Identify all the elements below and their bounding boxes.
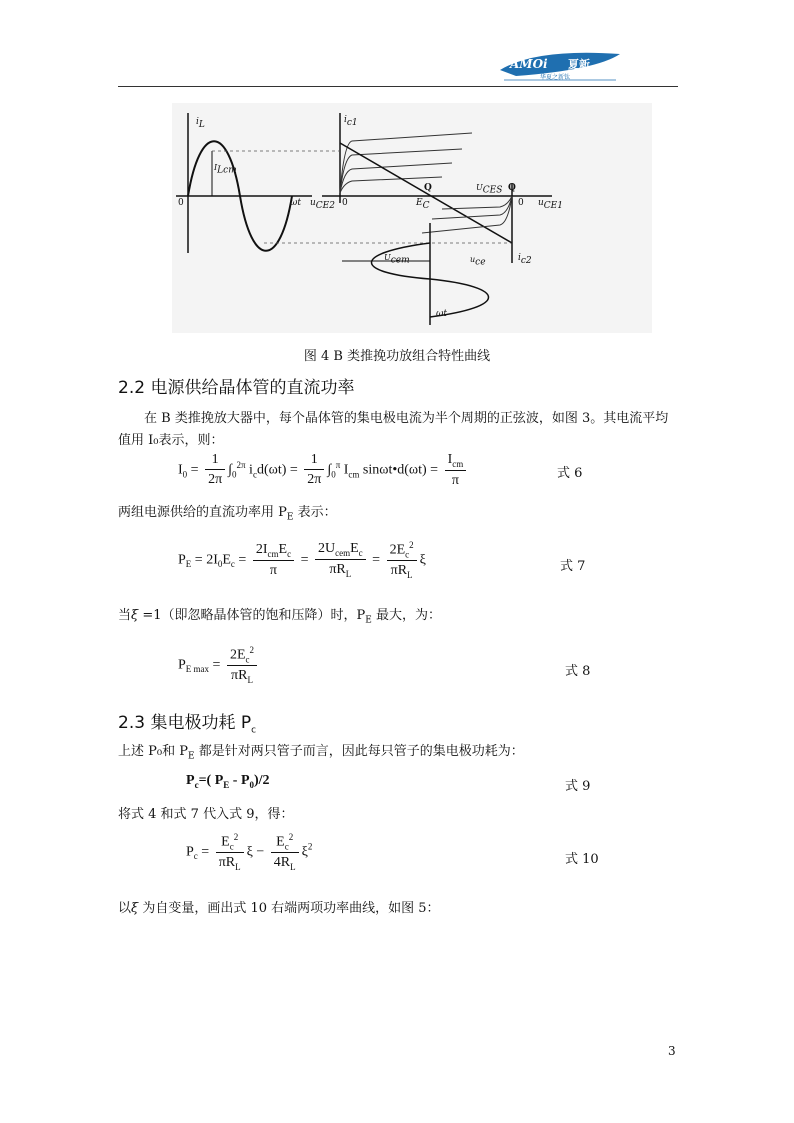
label-ucem: $u_{ce}$ bbox=[470, 255, 486, 268]
label-Ucem: $U_{cem}$ bbox=[384, 253, 410, 266]
section-heading-2-3: 2.3 集电极功耗 $P_c$ bbox=[118, 713, 257, 736]
label-iL: $i_L$ bbox=[196, 117, 205, 130]
section-2-2-paragraph-2: 两组电源供给的直流功率用 $P_E$ 表示： bbox=[118, 505, 337, 523]
label-ic2: $i_{c2}$ bbox=[518, 253, 532, 266]
label-zero-left: 0 bbox=[178, 198, 184, 208]
equation-6-label: 式 6 bbox=[557, 466, 583, 481]
label-Icm: $I_{Lcm}$ bbox=[214, 163, 237, 176]
label-Q-right: Q bbox=[508, 183, 516, 193]
label-uCE2: $u_{CE2}$ bbox=[310, 198, 335, 211]
amoi-logo bbox=[496, 48, 624, 84]
logo-slogan: 华夏之新钛 bbox=[540, 74, 571, 81]
label-zero-right: 0 bbox=[518, 198, 524, 208]
label-ic1: $i_{c1}$ bbox=[344, 115, 358, 128]
section-2-3-paragraph-2: 将式 4 和式 7 代入式 9，得： bbox=[118, 807, 294, 822]
label-wt-bottom: ωt bbox=[436, 309, 447, 319]
label-uCE1: $u_{CE1}$ bbox=[538, 198, 563, 211]
label-Q-left: Q bbox=[424, 183, 432, 193]
equation-7-label: 式 7 bbox=[560, 559, 586, 574]
logo-text: AMOi bbox=[510, 57, 548, 71]
equation-9-label: 式 9 bbox=[565, 779, 591, 794]
label-Uces: $U_{CES}$ bbox=[476, 183, 503, 196]
equation-8: $P_{E max}$ = $\frac{2E_c^2}{\pi R_L}$ bbox=[178, 645, 260, 685]
equation-7: $P_E = 2I_0E_c$ = $\frac{2I_{cm}E_c}{\pi}$ = $\frac{2U_{cem}E_c}{\pi R_L}$ = $\frac{2E_c^2}{\pi R_L}$ ξ bbox=[178, 540, 426, 581]
logo-brand-cn: 夏新 bbox=[568, 58, 590, 71]
label-wt-left: ωt bbox=[290, 198, 301, 208]
section-2-3-paragraph-3: 以ξ 为自变量，画出式 10 右端两项功率曲线，如图 5： bbox=[118, 901, 440, 916]
equation-10: $P_c$ = $\frac{E_c^2}{\pi R_L}$ ξ − $\frac{E_c^2}{4R_L}$ $\xi^2$ bbox=[186, 832, 313, 873]
figure-caption: 图 4 B 类推挽功放组合特性曲线 bbox=[303, 349, 491, 364]
label-zero-mid: 0 bbox=[342, 198, 348, 208]
page-number: 3 bbox=[668, 1044, 676, 1058]
equation-9: $P_c=$( $P_E - P_0)/2$ bbox=[186, 773, 270, 790]
equation-10-label: 式 10 bbox=[565, 852, 599, 867]
section-2-2-paragraph: 在 B 类推挽放大器中，每个晶体管的集电极电流为半个周期的正弦波，如图 3。其电流平均值用 I₀表示，则： bbox=[118, 411, 669, 448]
equation-6: $I_0$ = $\frac{1}{2\pi}$ $\int_0^{2\pi}$ $i_cd(\omega t)$ = $\frac{1}{2\pi}$ $\int_0^\pi$ $I_{cm}$ sinωt•d(ωt) = $\frac{I_{cm}}{\pi}$ bbox=[178, 452, 469, 489]
equation-8-label: 式 8 bbox=[565, 664, 591, 679]
section-2-3-paragraph: 上述 P₀和 $P_E$ 都是针对两只管子而言，因此每只管子的集电极功耗为： bbox=[118, 744, 524, 762]
section-2-2-paragraph-3: 当ξ =1（即忽略晶体管的饱和压降）时，$P_E$ 最大，为： bbox=[118, 608, 441, 626]
label-Ec: $E_C$ bbox=[416, 198, 430, 211]
characteristic-figure bbox=[172, 103, 652, 333]
header-rule bbox=[118, 86, 678, 87]
section-heading-2-2: 2.2 电源供给晶体管的直流功率 bbox=[118, 378, 355, 398]
